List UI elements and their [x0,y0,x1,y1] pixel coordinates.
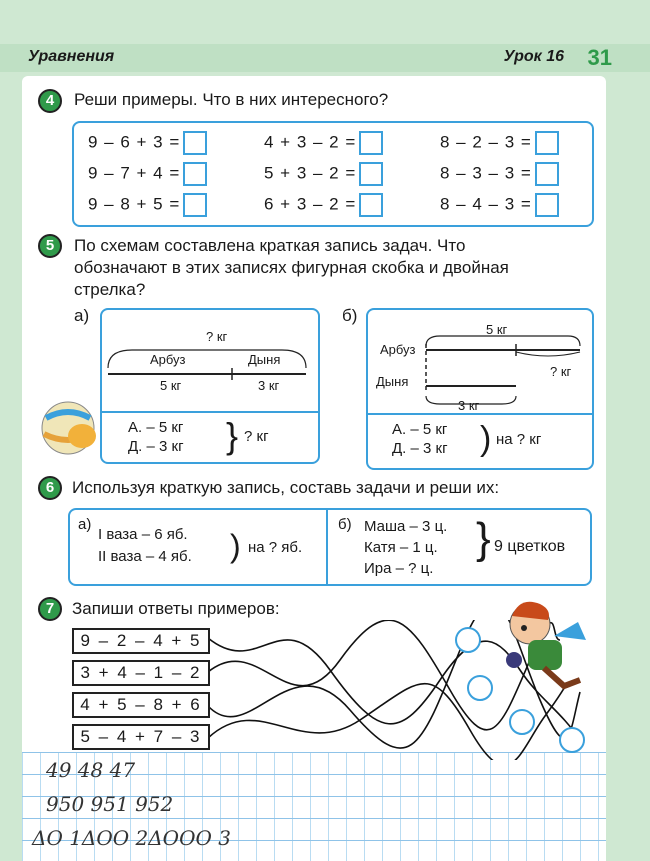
melon-label: Дыня [248,352,281,367]
example: 9 – 6 + 3 = [88,132,181,152]
question-6b: 9 цветков [494,538,566,555]
task-5-number: 5 [38,234,62,258]
task-4-box [72,121,594,227]
part-b-label: б) [338,516,352,533]
example-box: 4 + 5 – 8 + 6 [72,692,210,718]
record-line: Д. – 3 кг [392,440,448,457]
question-a: ? кг [244,428,269,445]
task-5a-label: а) [74,306,90,325]
record-line: Д. – 3 кг [128,438,184,455]
answer-box[interactable] [183,131,207,155]
answer-box[interactable] [359,162,383,186]
record-line: Ира – ? ц. [364,560,434,577]
handwritten-row: 49 48 47 [46,758,136,782]
answer-box[interactable] [535,193,559,217]
topic-title: Уравнения [28,48,115,65]
answer-box[interactable] [535,131,559,155]
example: 5 + 3 – 2 = [264,163,357,183]
double-arrow-bracket: ) [480,420,492,458]
handwritten-row: ΔO 1ΔOO 2ΔOOO 3 [32,826,231,850]
record-line: А. – 5 кг [128,419,184,436]
example: 9 – 8 + 5 = [88,194,181,214]
bottom-weight-label: 3 кг [458,398,480,413]
example: 8 – 2 – 3 = [440,132,532,152]
task-7-number: 7 [38,597,62,621]
difference-label: ? кг [550,364,572,379]
ball-image [38,398,100,458]
example-box: 5 – 4 + 7 – 3 [72,724,210,750]
record-line: I ваза – 6 яб. [98,526,188,543]
question-b: на ? кг [496,431,542,448]
total-label-b: 5 кг [486,322,508,337]
watermelon-weight: 5 кг [160,378,182,393]
example: 8 – 4 – 3 = [440,194,532,214]
answer-box[interactable] [535,162,559,186]
answer-box[interactable] [183,193,207,217]
arrow-bracket: ) [230,528,241,564]
answer-box[interactable] [359,131,383,155]
cartoon-character-image [494,596,598,692]
record-line: Катя – 1 ц. [364,539,438,556]
task-7-text: Запиши ответы примеров: [72,599,280,618]
curly-brace: } [476,514,491,563]
task-6-number: 6 [38,476,62,500]
curly-brace: } [226,415,239,456]
task-6-text: Используя краткую запись, составь задачи и реши их: [72,478,500,497]
task-5-line: По схемам составлена краткая запись задач. Что [74,236,466,255]
task-6-box [68,508,592,586]
short-record-a [128,418,184,456]
watermelon-label: Арбуз [380,342,416,357]
divider [326,510,328,584]
page-number: 31 [587,45,612,70]
example: 9 – 7 + 4 = [88,163,181,183]
record-line: II ваза – 4 яб. [98,548,192,565]
lesson-label: Урок 16 [503,48,564,65]
answer-box[interactable] [183,162,207,186]
part-a-label: а) [78,516,92,533]
task-5b-box [366,308,594,470]
record-6a [98,524,192,568]
melon-label: Дыня [376,374,409,389]
melon-weight: 3 кг [258,378,280,393]
handwritten-row: 950 951 952 [46,792,174,816]
watermelon-label: Арбуз [150,352,186,367]
task-5b-label: б) [342,306,358,325]
record-6b [364,516,447,579]
question-6a: на ? яб. [248,539,303,556]
task-4-text: Реши примеры. Что в них интересного? [74,90,389,109]
example-box: 9 – 2 – 4 + 5 [72,628,210,654]
task-4-number: 4 [38,89,62,113]
short-record-b [392,420,448,458]
task-5-line: стрелка? [74,280,146,299]
record-line: А. – 5 кг [392,421,448,438]
example-box: 3 + 4 – 1 – 2 [72,660,210,686]
example: 6 + 3 – 2 = [264,194,357,214]
example: 8 – 3 – 3 = [440,163,532,183]
answer-box[interactable] [359,193,383,217]
task-5-line: обозначают в этих записях фигурная скобка и двойная [74,258,509,277]
task-5a-box [100,308,320,464]
total-weight-label: ? кг [206,329,228,344]
example: 4 + 3 – 2 = [264,132,357,152]
page-header [0,44,650,72]
record-line: Маша – 3 ц. [364,518,448,535]
task-5-text [74,235,509,301]
